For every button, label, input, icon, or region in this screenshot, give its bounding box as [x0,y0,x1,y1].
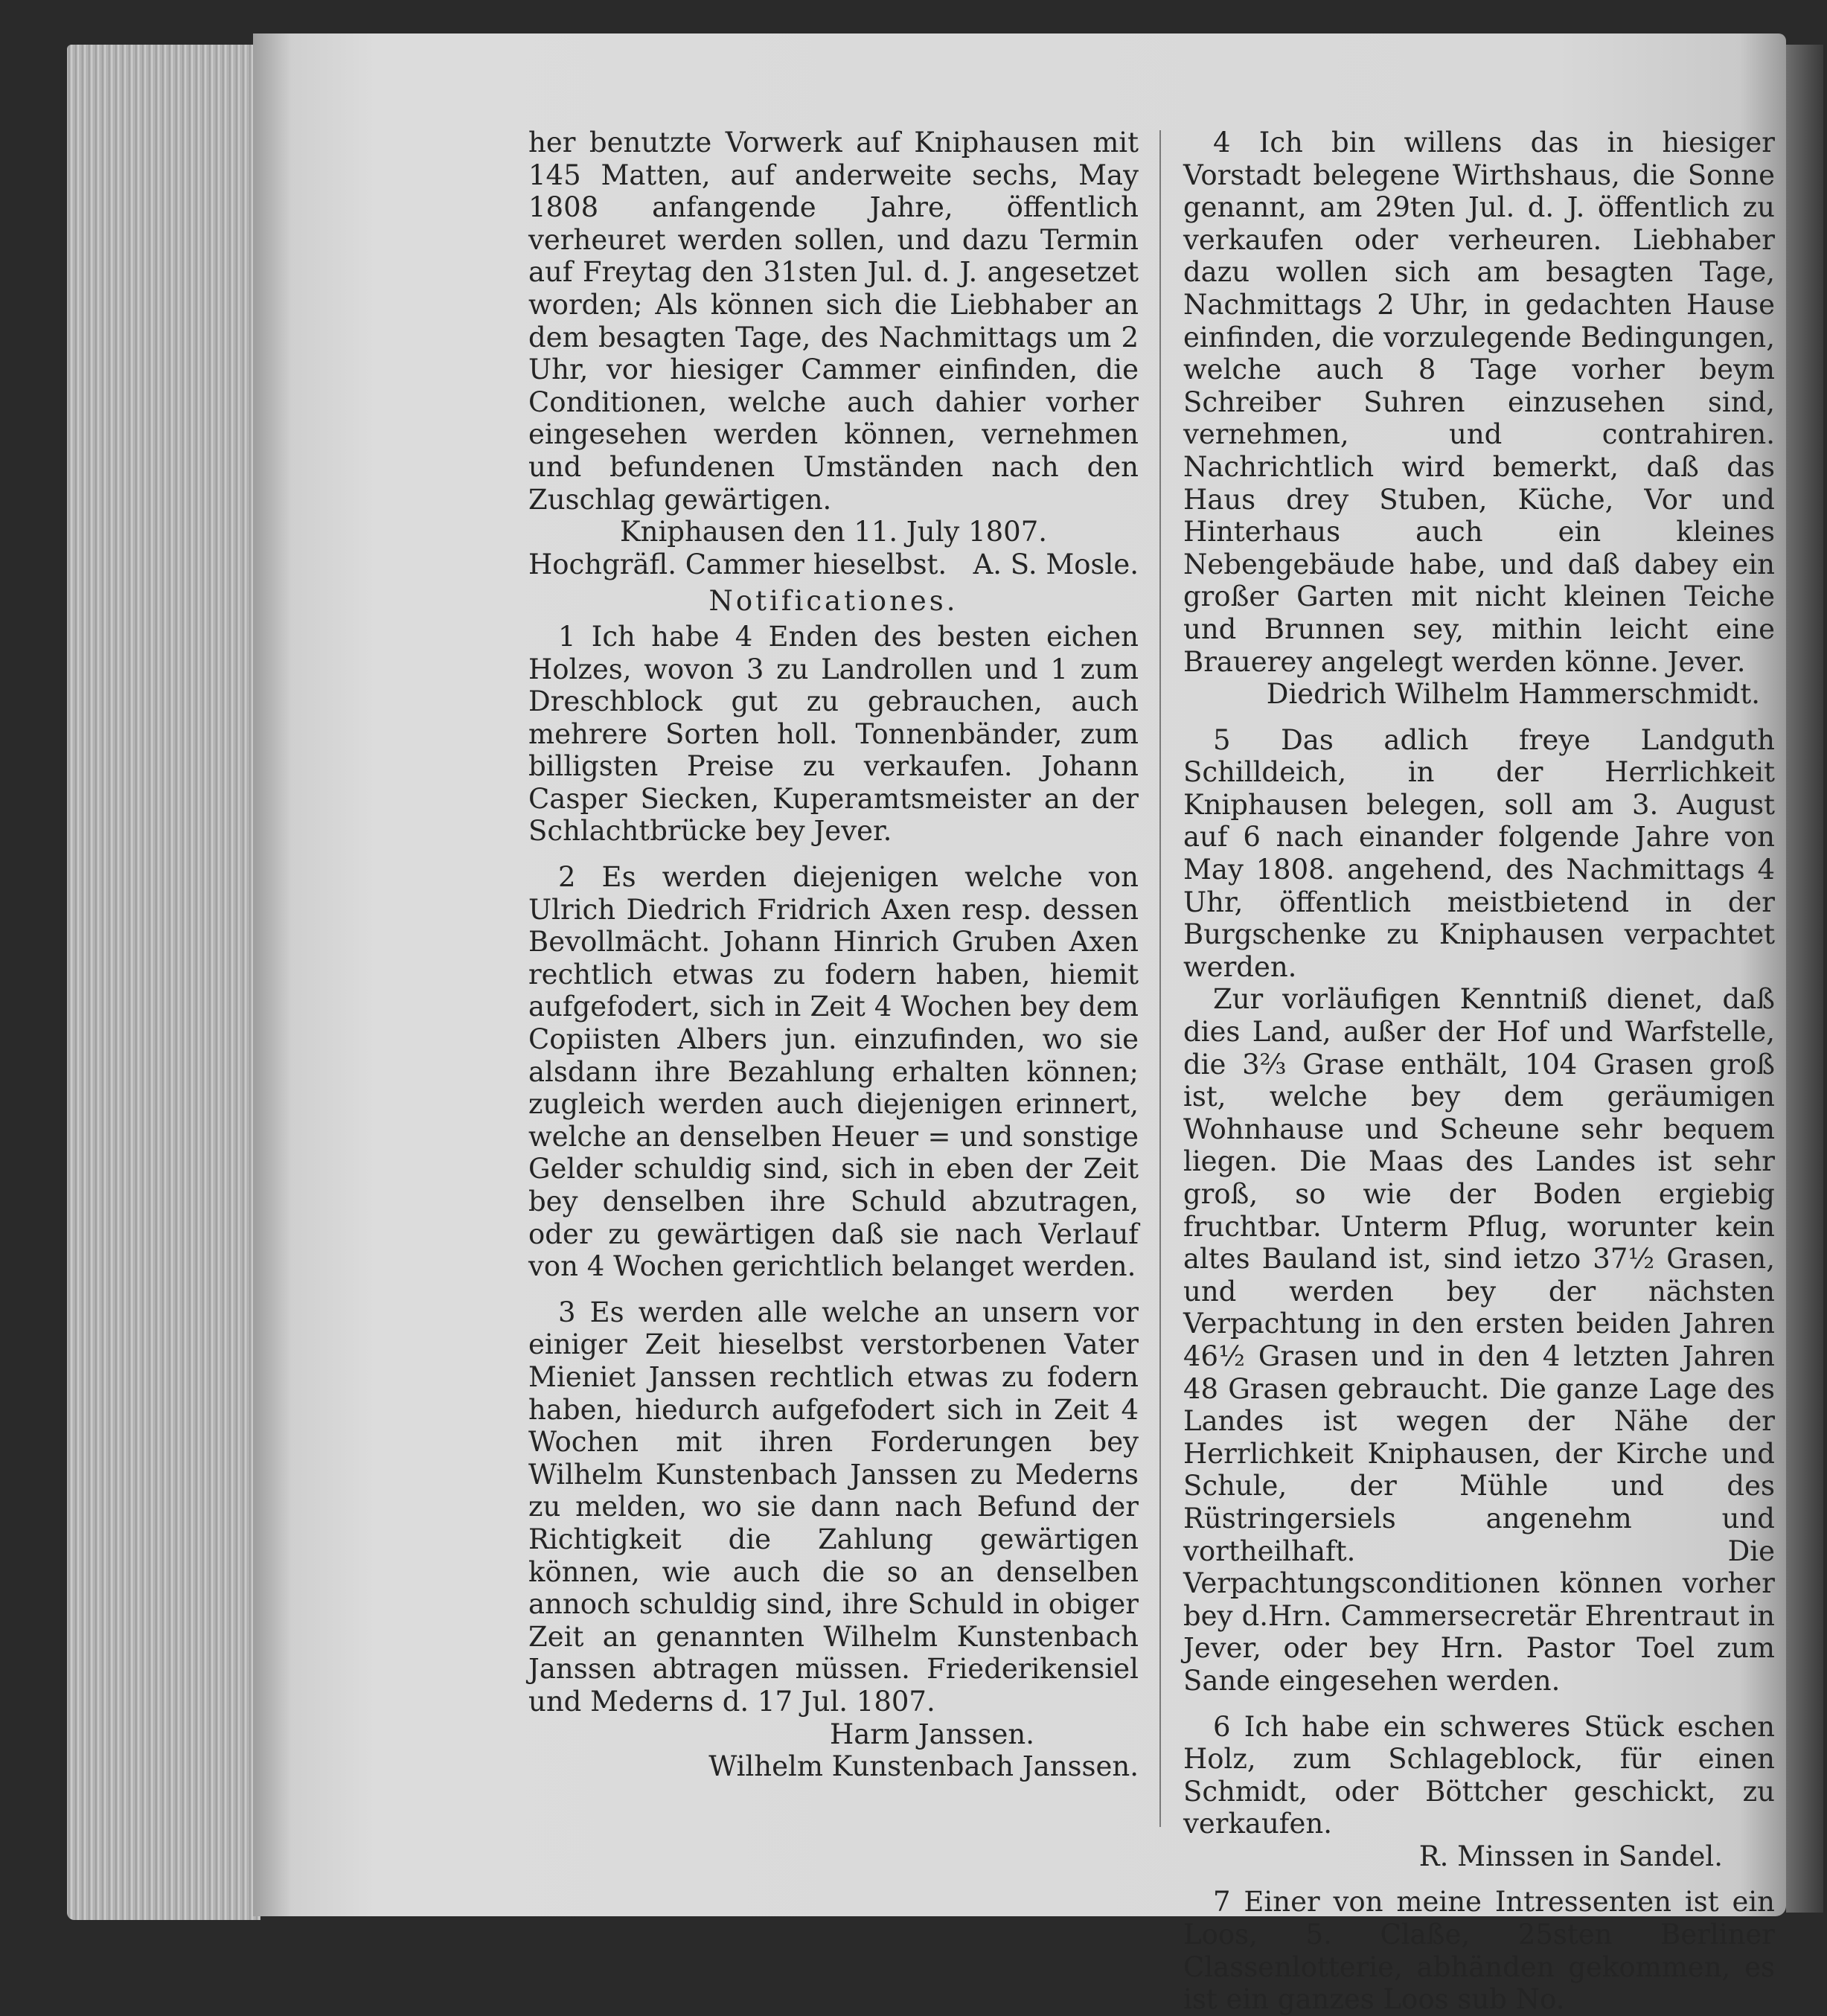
notice-4-text: 4 Ich bin willens das in hiesiger Vorstadt belegene Wirthshaus, die Sonne genannt, am 29ten Jul. d. J. öffentlich zu verkaufen oder verheuren. Liebhaber dazu wollen sich am besagten Tage, Nachmittags 2 Uhr, in gedachten Hause einfinden, die vorzulegende Bedingungen, welche auch 8 Tage vorher beym Schreiber Suhren einzusehen sind, vernehmen, und contrahiren. Nachrichtlich wird bemerkt, daß das Haus drey Stuben, Küche, Vor und Hinterhaus auch ein kleines Nebengebäude habe, und daß dabey ein großer Garten mit nicht kleinen Teiche und Brunnen sey, mithin leicht eine Brauerey angelegt werden könne. Jever. [1183,127,1775,678]
notice-3-sign-1: Harm Janssen. [829,1718,1034,1750]
notice-3-text: 3 Es werden alle welche an unsern vor einiger Zeit hieselbst verstorbenen Vater Mieniet Janssen rechtlich etwas zu fodern haben, hiedurch aufgefodert sich in Zeit 4 Wochen mit ihren Forderungen bey Wilhelm Kunstenbach Janssen zu Mederns zu melden, wo sie dann nach Befund der Richtigkeit die Zahlung gewärtigen können, wie auch die so an denselben annoch schuldig sind, ihre Schuld in obiger Zeit an genannten Wilhelm Kunstenbach Janssen abtragen müssen. Friederikensiel und Mederns d. 17 Jul. 1807. [528,1296,1139,1718]
column-divider [1159,130,1161,1827]
notice-0-dateline: Kniphausen den 11. July 1807. [619,516,1048,548]
notice-4-sign: Diedrich Wilhelm Hammerschmidt. [1266,678,1760,711]
notice-6-text: 6 Ich habe ein schweres Stück eschen Holz, zum Schlageblock, für einen Schmidt, oder Böttcher geschickt, zu verkaufen. [1183,1710,1775,1840]
section-heading: Notificationes. [708,585,959,618]
notice-0-sign-right: A. S. Mosle. [973,548,1139,580]
book-page-edges [67,45,260,1920]
notice-0-signature [528,548,1139,581]
notice-7-text: 7 Einer von meine Intressenten ist ein Loos, 5. Claße, 25sten Berliner Classenlotterie, abhänden gekommen, es ist ein ganzes Loos sub No. [1183,1886,1775,2016]
notice-5-text-2: Zur vorläufigen Kenntniß dienet, daß dies Land, außer der Hof und Warfstelle, die 3⅔ Grase enthält, 104 Grasen groß ist, welche bey dem geräumigen Wohnhause und Scheune sehr bequem liegen. Die Maas des Landes ist sehr groß, so wie der Boden ergiebig fruchtbar. Unterm Pflug, worunter kein altes Bauland ist, sind ietzo 37½ Grasen, und werden bey der nächsten Verpachtung in den ersten beiden Jahren 46½ Grasen und in den 4 letzten Jahren 48 Grasen gebraucht. Die ganze Lage des Landes ist wegen der Nähe der Herrlichkeit Kniphausen, der Kirche und Schule, der Mühle und des Rüstringersiels angenehm und vortheilhaft. Die Verpachtungsconditionen können vorher bey d.Hrn. Cammersecretär Ehrentraut in Jever, oder bey Hrn. Pastor Toel zum Sande eingesehen werden. [1183,983,1775,1697]
notice-6-sign: R. Minssen in Sandel. [1418,1840,1723,1872]
page-right-shadow [1786,45,1823,1913]
notice-1-text: 1 Ich habe 4 Enden des besten eichen Holzes, wovon 3 zu Landrollen und 1 zum Dreschblock gut zu gebrauchen, auch mehrere Sorten holl. Tonnenbänder, zum billigsten Preise zu verkaufen. Johann Casper Siecken, Kuperamtsmeister an der Schlachtbrücke bey Jever. [528,620,1139,848]
notice-5-text-1: 5 Das adlich freye Landguth Schilldeich, in der Herrlichkeit Kniphausen belegen, soll am 3. August auf 6 nach einander folgende Jahre von May 1808. angehend, des Nachmittags 4 Uhr, öffentlich meistbietend in der Burgschenke zu Kniphausen verpachtet werden. [1183,723,1775,983]
right-column [1183,127,1775,2016]
notice-0-sign-left: Hochgräfl. Cammer hieselbst. [528,548,947,580]
notice-2-text: 2 Es werden diejenigen welche von Ulrich Diedrich Fridrich Axen resp. dessen Bevollmächt. Johann Hinrich Gruben Axen rechtlich etwas zu fodern haben, hiemit aufgefodert, sich in Zeit 4 Wochen bey dem Copiisten Albers jun. einzufinden, wo sie alsdann ihre Bezahlung erhalten können; zugleich werden auch diejenigen erinnert, welche an denselben Heuer = und sonstige Gelder schuldig sind, sich in eben der Zeit bey denselben ihre Schuld abzutragen, oder zu gewärtigen daß sie nach Verlauf von 4 Wochen gerichtlich belanget werden. [528,861,1139,1283]
notice-0-text: her benutzte Vorwerk auf Kniphausen mit 145 Matten, auf anderweite sechs, May 1808 anfangende Jahre, öffentlich verheuret werden sollen, und dazu Termin auf Freytag den 31sten Jul. d. J. angesetzet worden; Als können sich die Liebhaber an dem besagten Tage, des Nachmittags um 2 Uhr, vor hiesiger Cammer einfinden, die Conditionen, welche auch dahier vorher eingesehen werden können, vernehmen und befundenen Umständen nach den Zuschlag gewärtigen. [528,127,1139,516]
left-column [528,127,1139,1783]
notice-3-sign-2: Wilhelm Kunstenbach Janssen. [708,1750,1139,1783]
